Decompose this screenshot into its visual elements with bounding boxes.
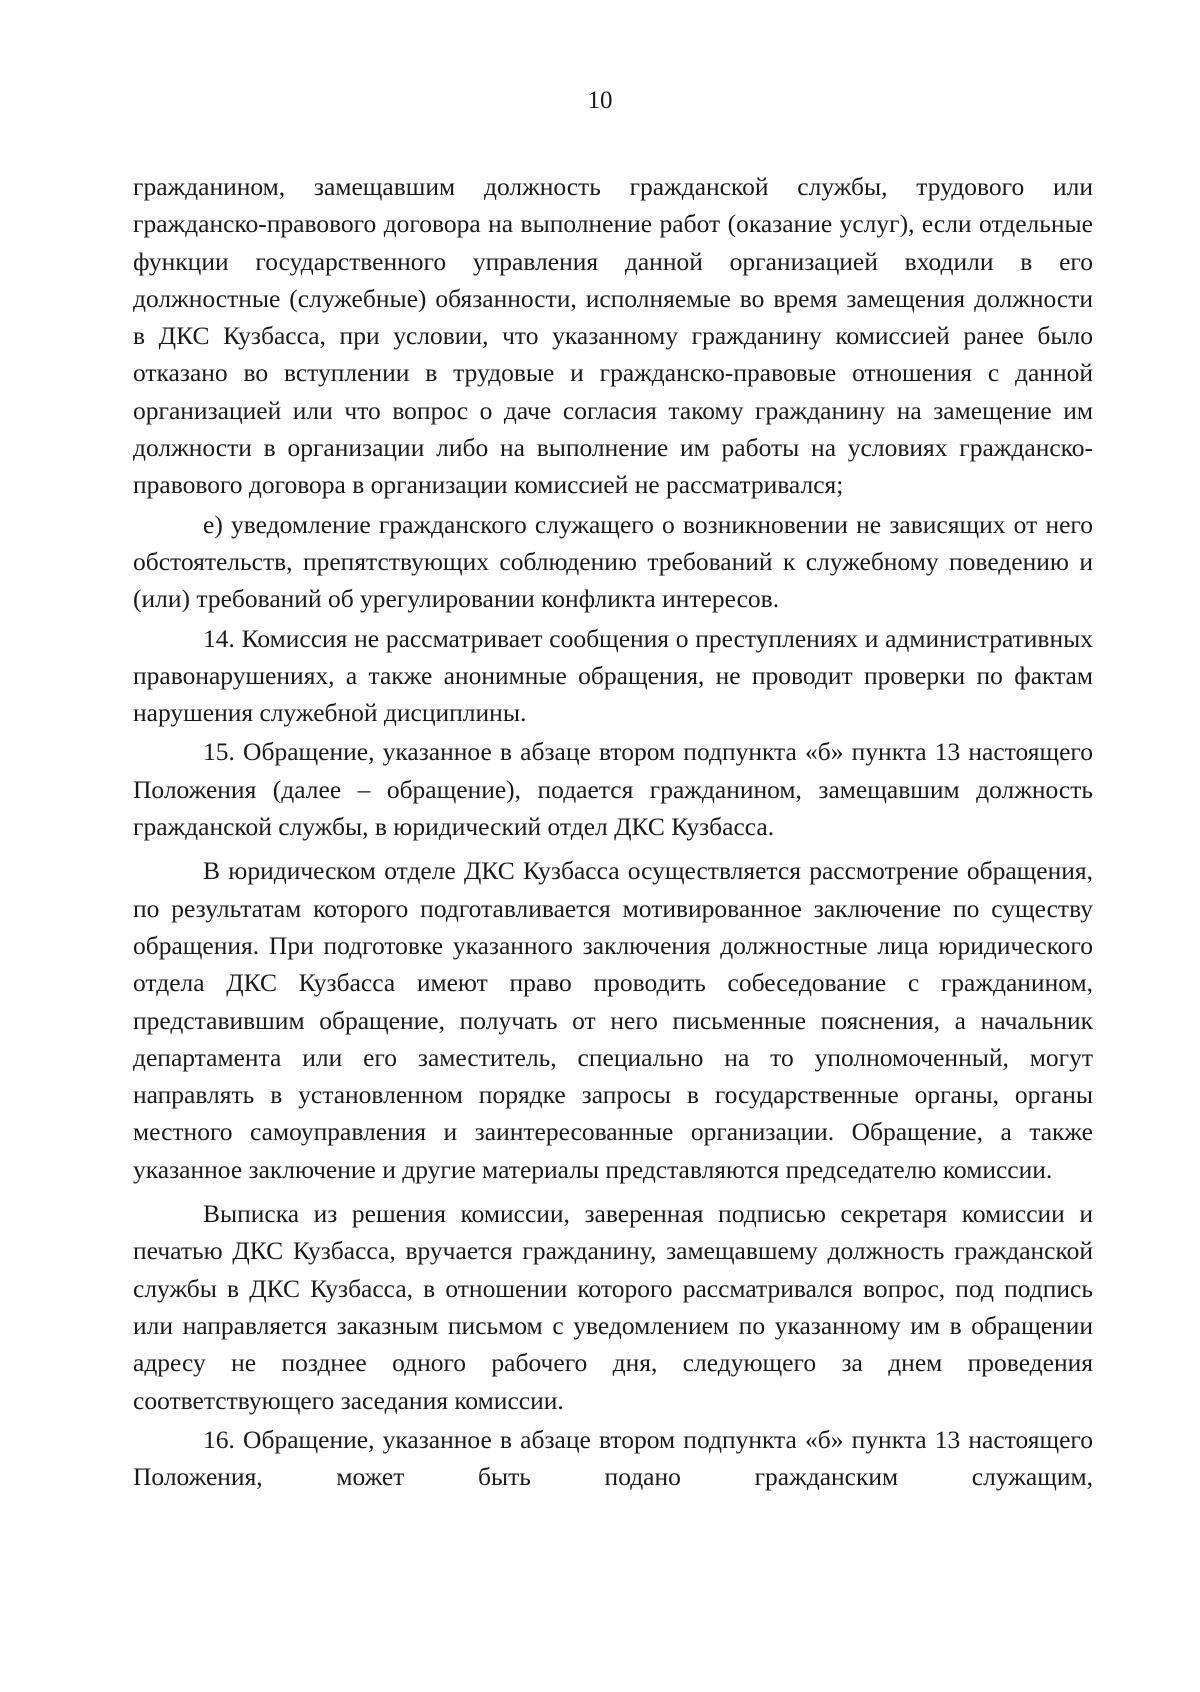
paragraph-decision-extract: Выписка из решения комиссии, заверенная подписью секретаря комиссии и печатью ДКС Кузбасса, вручается гражданину, замещавшему должность гражданской службы в ДКС Кузбасса, в отношении которого рассматривался вопрос, под подпись или направляется заказным письмом с уведомлением по указанному им в обращении адресу не позднее одного рабочего дня, следующего за днем проведения соответствующего заседания комиссии. xyxy=(133,1199,1093,1415)
paragraph-14: 14. Комиссия не рассматривает сообщения о преступлениях и административных правонарушениях, а также анонимные обращения, не проводит проверки по фактам нарушения служебной дисциплины. xyxy=(133,623,1093,728)
paragraph-15: 15. Обращение, указанное в абзаце втором подпункта «б» пункта 13 настоящего Положения (далее – обращение), подается гражданином, замещавшим должность гражданской службы, в юридический отдел ДКС Кузбасса. xyxy=(133,737,1093,842)
paragraph-item-e: е) уведомление гражданского служащего о возникновении не зависящих от него обстоятельств, препятствующих соблюдению требований к служебному поведению и (или) требований об урегулировании конфликта интересов. xyxy=(133,509,1093,614)
paragraph-16: 16. Обращение, указанное в абзаце втором подпункта «б» пункта 13 настоящего Положения, может быть подано гражданским служащим, xyxy=(133,1424,1093,1492)
paragraph-legal-department: В юридическом отделе ДКС Кузбасса осуществляется рассмотрение обращения, по результатам которого подготавливается мотивированное заключение по существу обращения. При подготовке указанного заключения должностные лица юридического отдела ДКС Кузбасса имеют право проводить собеседование с гражданином, представившим обращение, получать от него письменные пояснения, а начальник департамента или его заместитель, специально на то уполномоченный, могут направлять в установленном порядке запросы в государственные органы, органы местного самоуправления и заинтересованные организации. Обращение, а также указанное заключение и другие материалы представляются председателю комиссии. xyxy=(133,856,1093,1184)
page-number: 10 xyxy=(587,87,613,114)
document-body xyxy=(133,168,1093,1495)
paragraph-continuation: гражданином, замещавшим должность гражданской службы, трудового или гражданско-правового договора на выполнение работ (оказание услуг), если отдельные функции государственного управления данной организацией входили в его должностные (служебные) обязанности, исполняемые во время замещения должности в ДКС Кузбасса, при условии, что указанному гражданину комиссией ранее было отказано во вступлении в трудовые и гражданско-правовые отношения с данной организацией или что вопрос о даче согласия такому гражданину на замещение им должности в организации либо на выполнение им работы на условиях гражданско-правового договора в организации комиссией не рассматривался; xyxy=(133,172,1093,500)
